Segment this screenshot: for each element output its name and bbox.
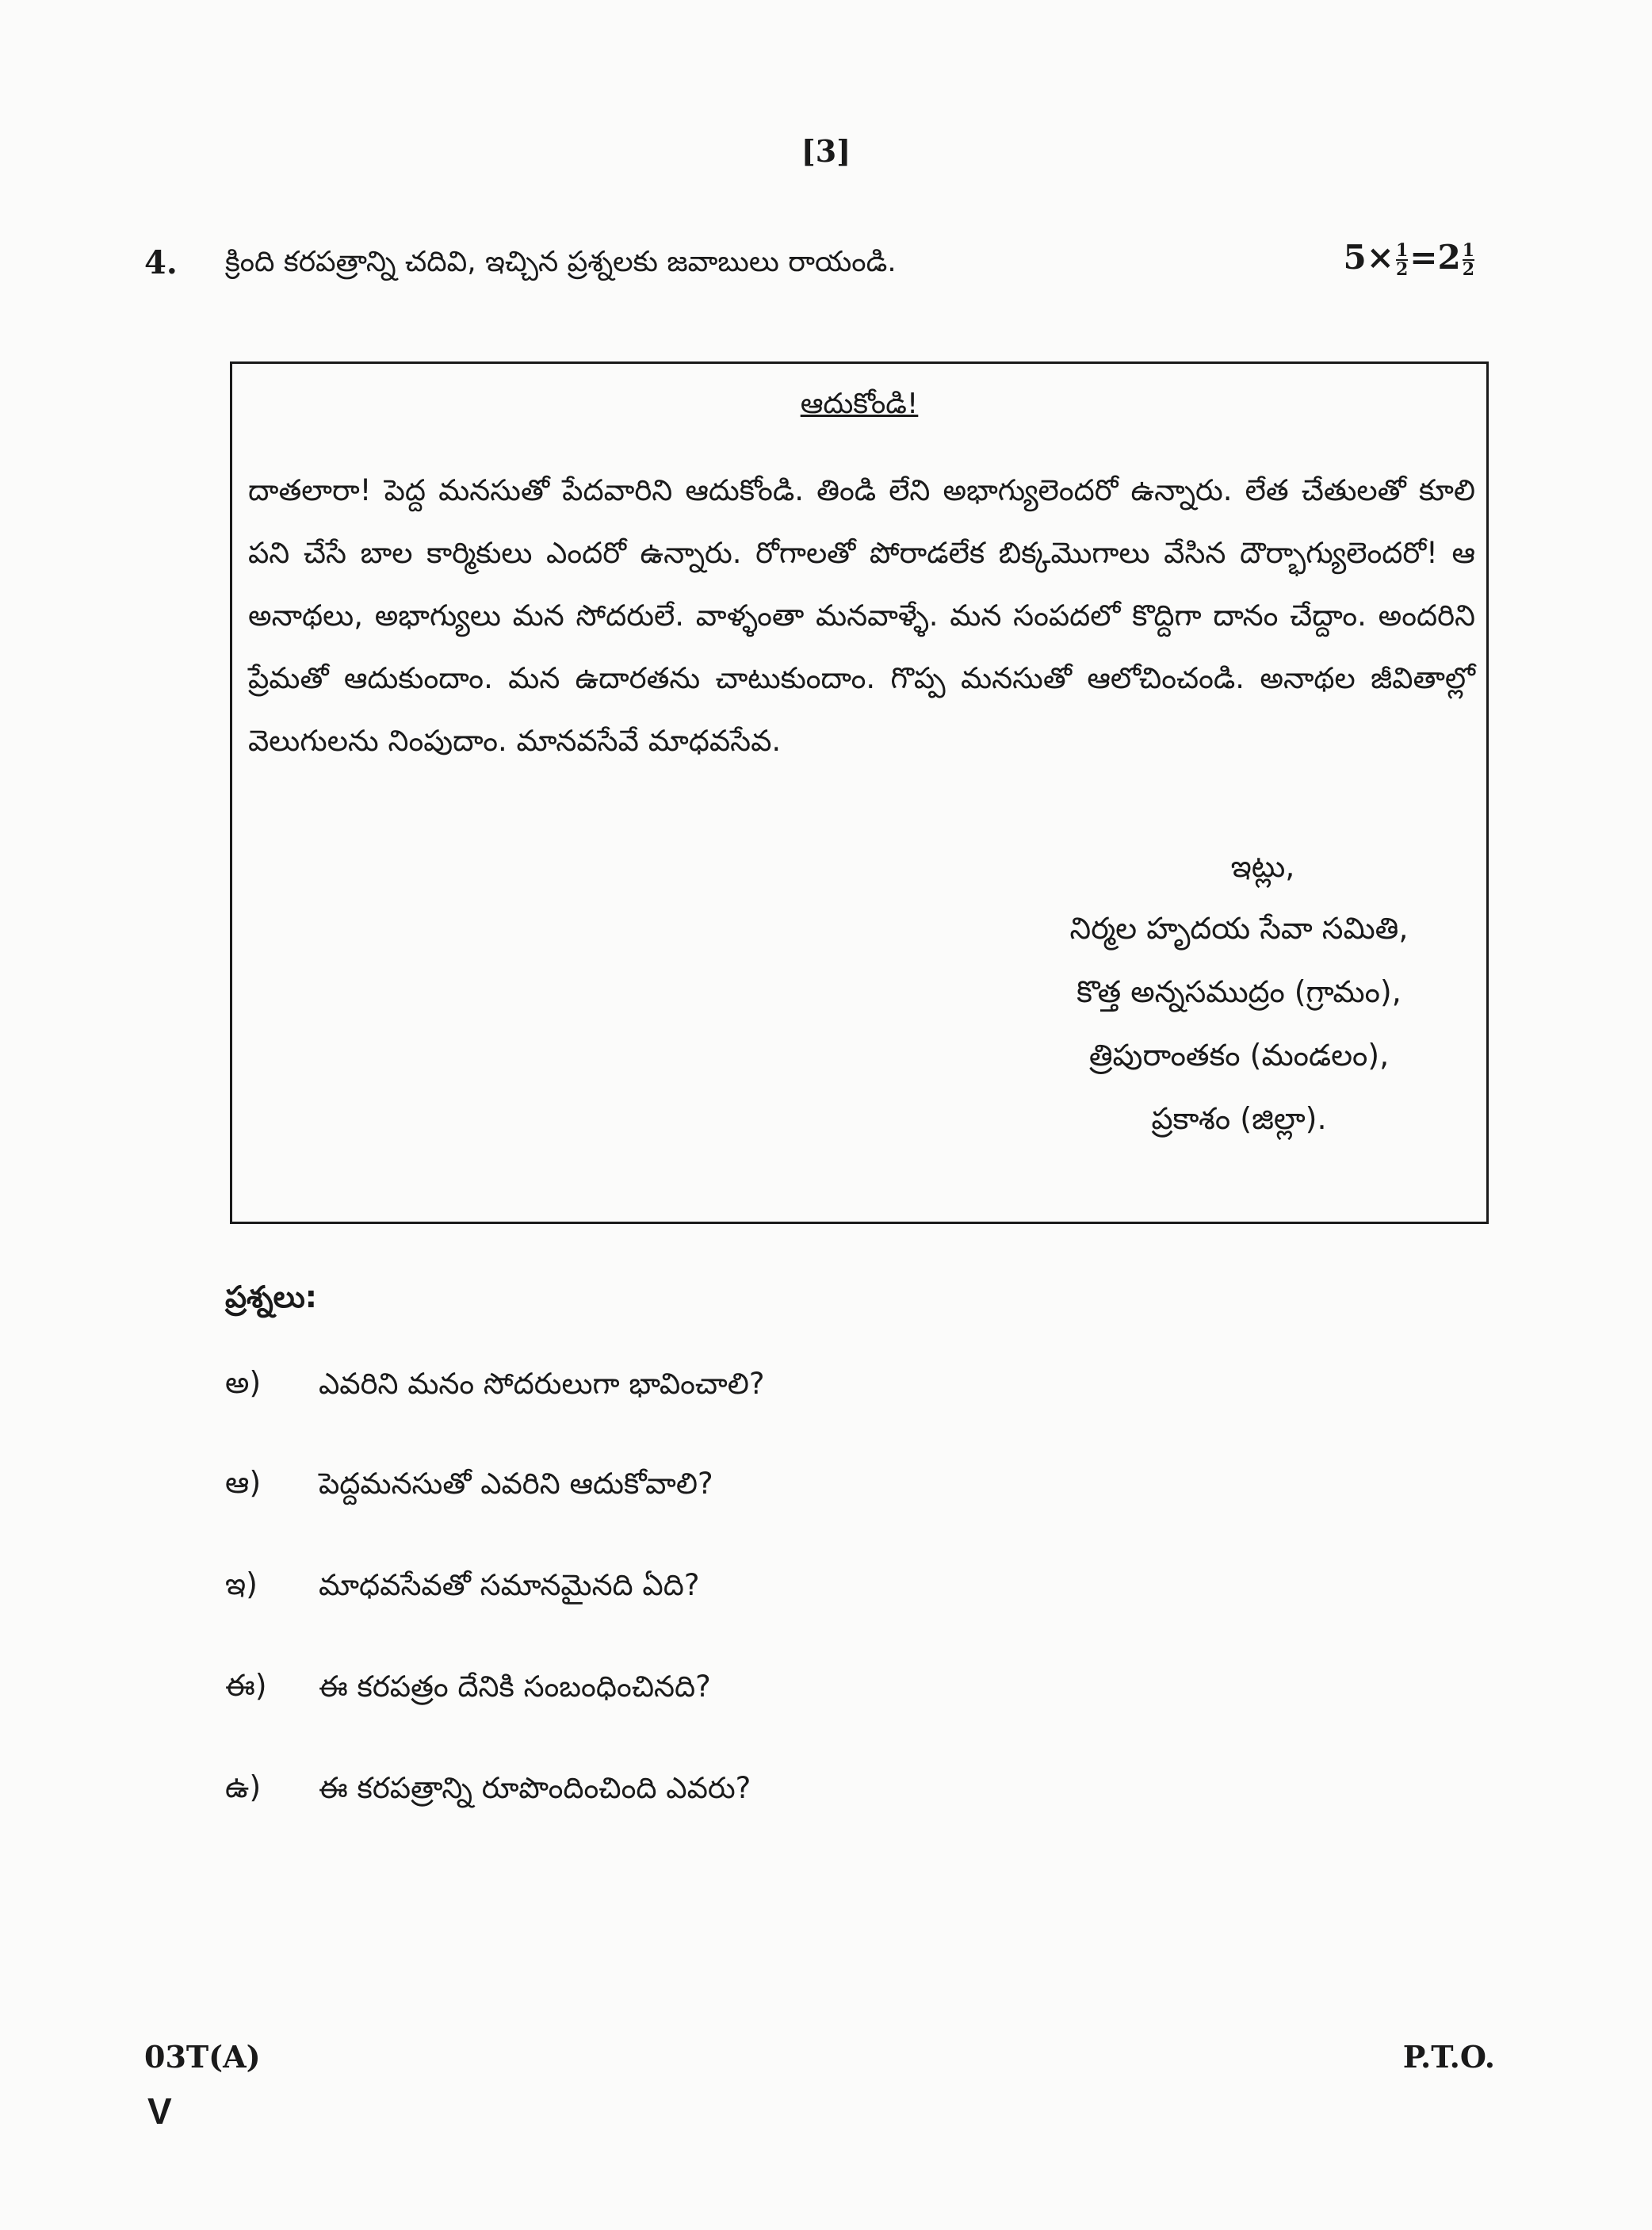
question-label: అ) <box>225 1365 262 1400</box>
question-text: పెద్దమనసుతో ఎవరిని ఆదుకోవాలి? <box>319 1467 713 1501</box>
fraction-denominator: 2 <box>1395 259 1409 280</box>
marks-equals: =2 <box>1409 238 1461 277</box>
marks-prefix: 5× <box>1343 238 1394 277</box>
question-text: ఎవరిని మనం సోదరులుగా భావించాలి? <box>319 1367 765 1401</box>
pamphlet-box <box>230 361 1489 1224</box>
pamphlet-body: దాతలారా! పెద్ద మనసుతో పేదవారిని ఆదుకోండి. తిండి లేని అభాగ్యులెందరో ఉన్నారు. లేత చేతులతో కూలి పని చేసే బాల కార్మికులు ఎందరో ఉన్నారు. రోగాలతో పోరాడలేక బిక్కమొగాలు వేసిన దౌర్భాగ్యులెందరో! ఆ అనాథలు, అభాగ్యులు మన సోదరులే. వాళ్ళంతా మనవాళ్ళే. మన సంపదలో కొద్దిగా దానం చేద్దాం. అందరిని ప్రేమతో ఆదుకుందాం. మన ఉదారతను చాటుకుందాం. గొప్ప మనసుతో ఆలోచించండి. అనాథల జీవితాల్లో వెలుగులను నింపుదాం. మానవసేవే మాధవసేవ. <box>248 473 1475 758</box>
paper-set: V <box>147 2090 172 2132</box>
marks-total-fraction <box>1463 242 1474 278</box>
total-fraction-denominator: 2 <box>1462 259 1474 280</box>
page-number: [3] <box>801 133 851 169</box>
total-fraction-numerator: 1 <box>1462 240 1474 261</box>
paper-code: 03T(A) <box>144 2039 261 2075</box>
question-number: 4. <box>144 244 178 281</box>
fraction-numerator: 1 <box>1395 240 1409 261</box>
question-text: మాధవసేవతో సమానమైనది ఏది? <box>319 1568 700 1602</box>
question-label: ఉ) <box>225 1769 262 1804</box>
pamphlet-title: ఆదుకోండి! <box>800 388 919 420</box>
signature-organization: నిర్మల హృదయ సేవా సమితి, <box>1069 911 1409 946</box>
signature-village: కొత్త అన్నసముద్రం (గ్రామం), <box>1076 974 1402 1009</box>
marks-fraction <box>1396 242 1408 278</box>
question-label: ఆ) <box>225 1465 262 1500</box>
question-label: ఇ) <box>225 1566 258 1601</box>
question-instruction: క్రింది కరపత్రాన్ని చదివి, ఇచ్చిన ప్రశ్నలకు జవాబులు రాయండి. <box>225 246 897 278</box>
signature-mandal: త్రిపురాంతకం (మండలం), <box>1088 1038 1390 1073</box>
questions-heading: ప్రశ్నలు: <box>225 1279 317 1314</box>
question-text: ఈ కరపత్రం దేనికి సంబంధించినది? <box>319 1670 711 1704</box>
question-text: ఈ కరపత్రాన్ని రూపొందించింది ఎవరు? <box>319 1771 751 1805</box>
signature-district: ప్రకాశం (జిల్లా). <box>1151 1101 1327 1136</box>
question-label: ఈ) <box>225 1668 267 1703</box>
signature-closing: ఇట్లు, <box>1230 849 1295 884</box>
marks-allocation <box>1344 238 1476 278</box>
please-turn-over: P.T.O. <box>1402 2039 1495 2075</box>
